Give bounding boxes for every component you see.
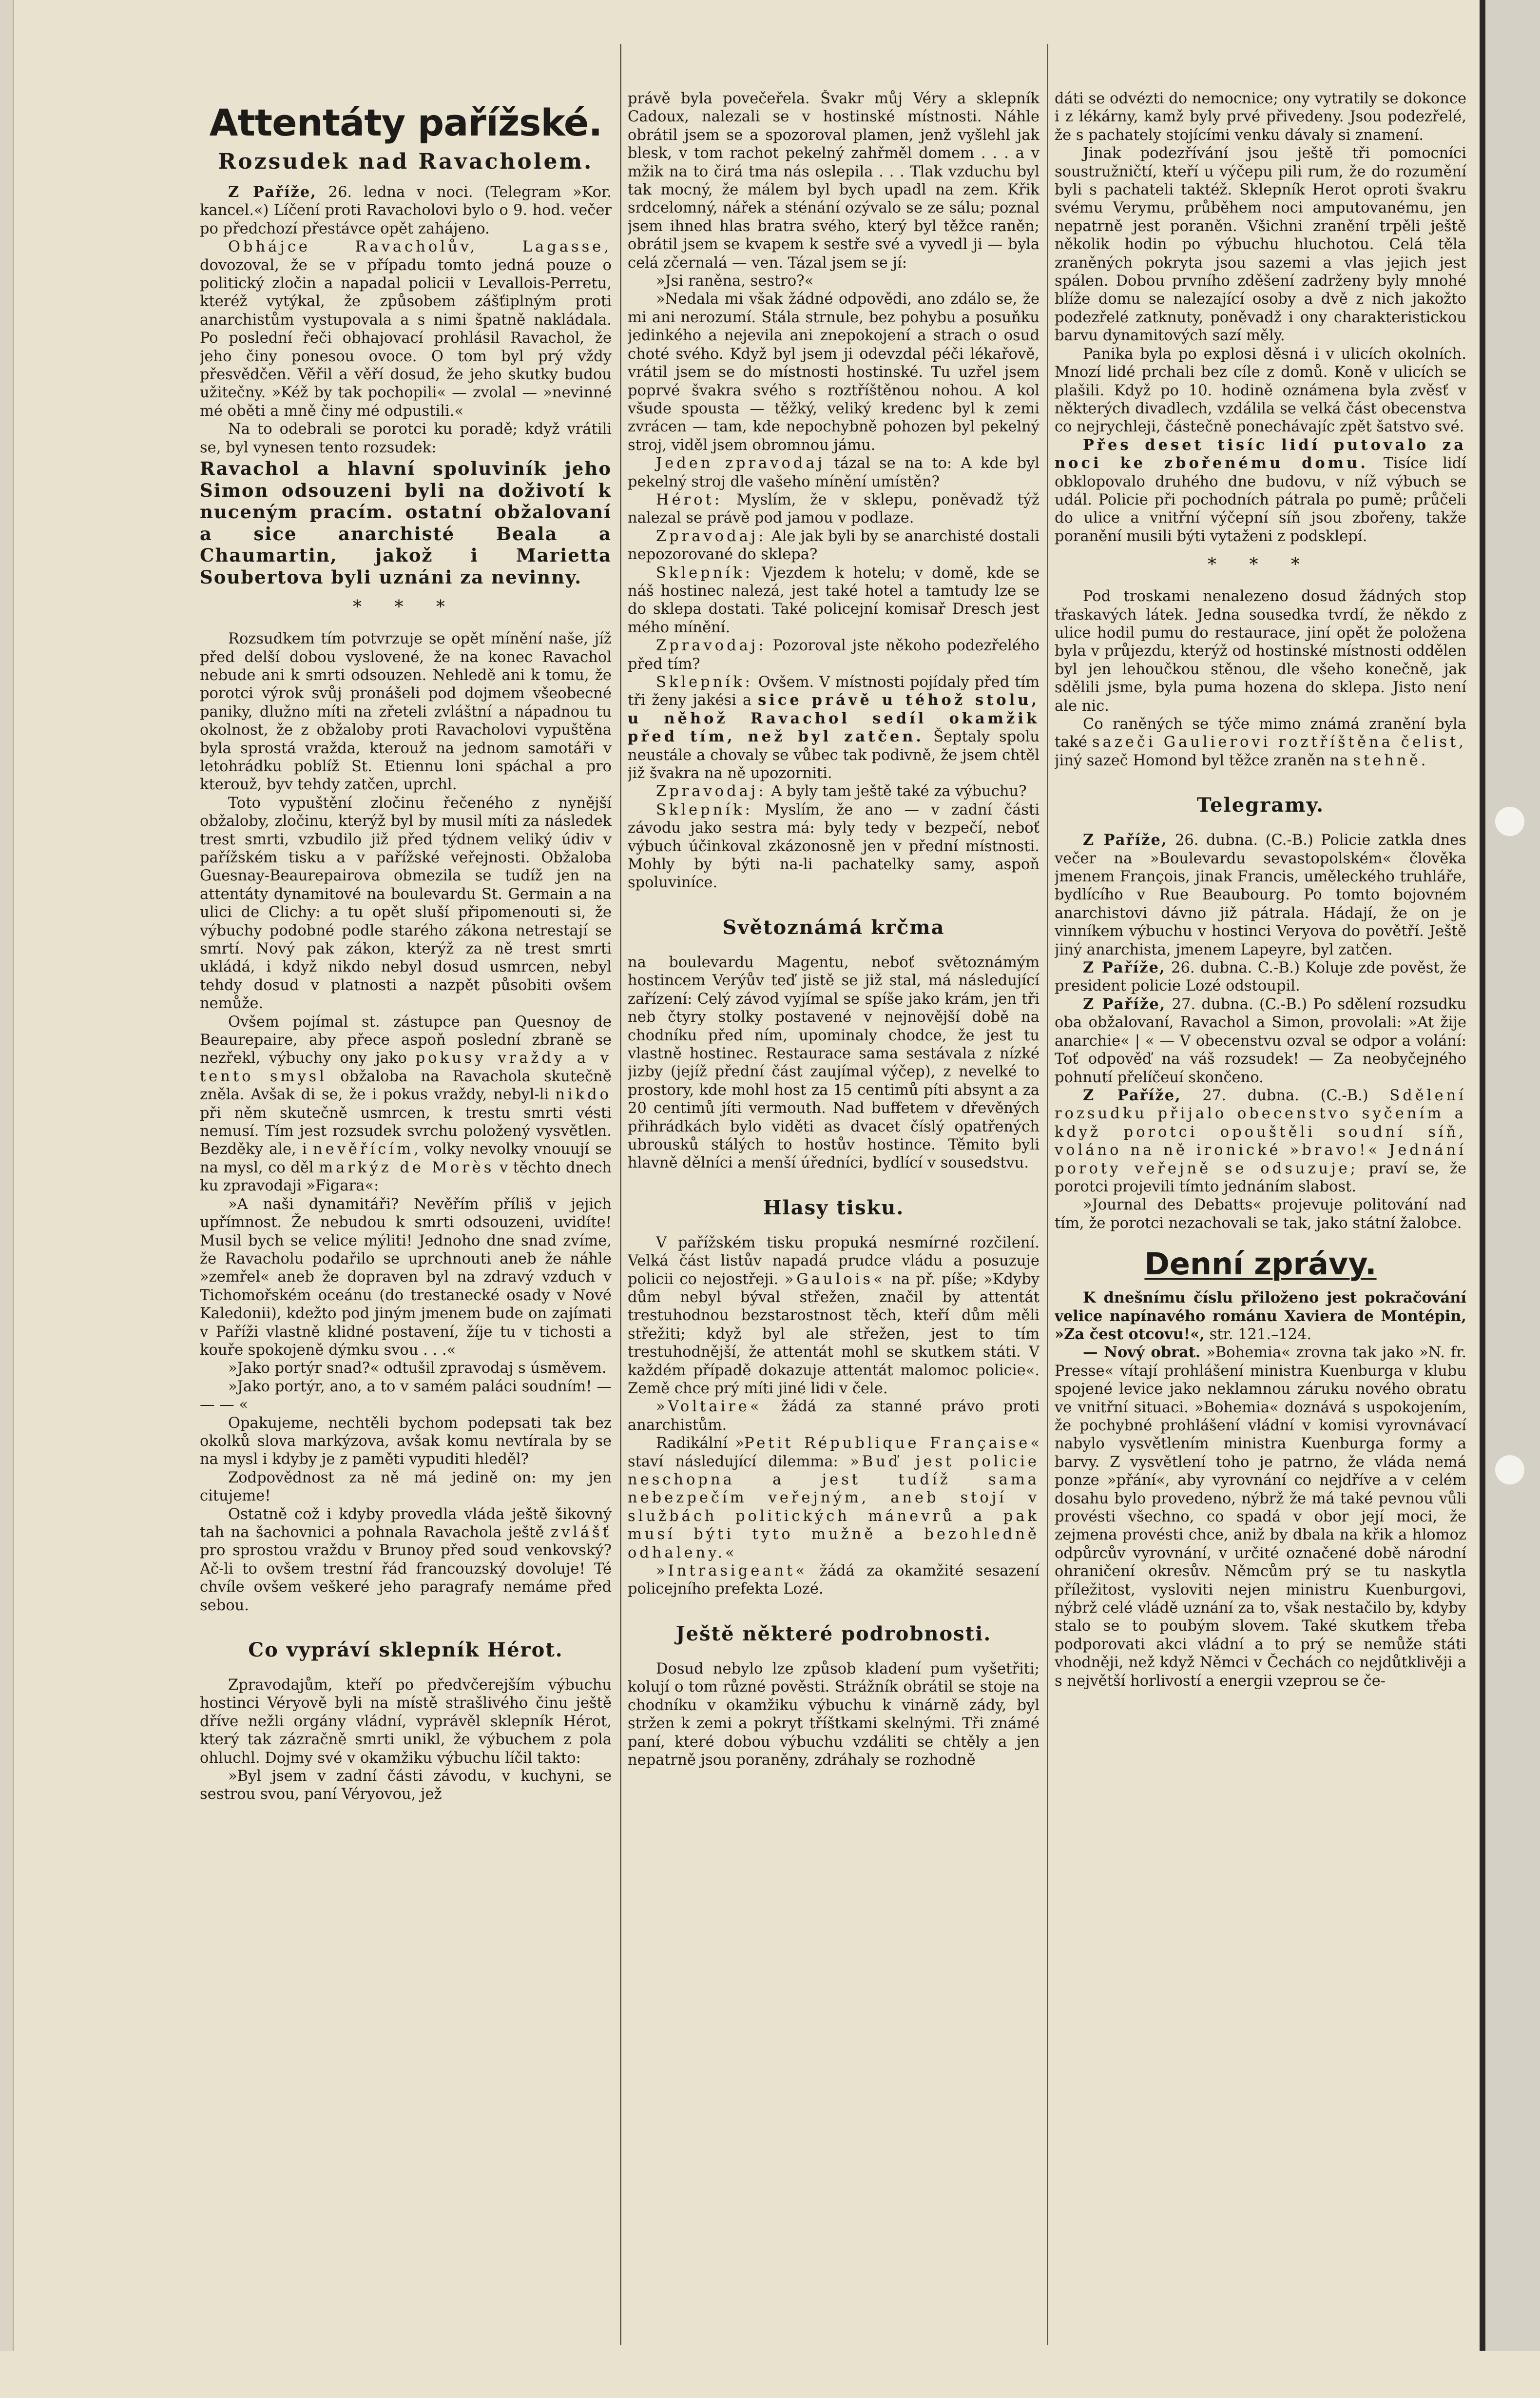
paragraph: Zpravodaj: A byly tam ještě také za výbuchu? <box>656 783 1027 800</box>
paragraph: »Jako portýr snad?« odtušil zpravodaj s úsměvem. <box>228 1360 607 1377</box>
paragraph: Jinak podezřívání jsou ještě tři pomocníci soustružničtí, kteří u výčepu pili rum, že do rozumění byli s pachateli taktéž. Sklepník Herot oproti švakru svému Verymu, průběhem noci amputovanému, jen nepatrně jest poraněn. Všichni zranění trpěli ještě několik hodin po výbuchu hluchotou. Celá těla zraněných pokryta jsou sazemi a vlas jejich jest spálen. Dobou prvního zděšení zadrženy byly mnohé blíže domu se nalezající osoby a dvě z nich jakožto podezřelé zatknuty, poněvadž i ony charakteristickou barvu dynamitových sazí měly. <box>1055 145 1466 345</box>
paragraph: Z Paříže, 26. dubna. (C.-B.) Policie zatkla dnes večer na »Boulevardu sevastopolském« člověka jmenem François, jinak Francis, uměleckého truhláře, bydlícího v Rue Beaubourg. Po tomto bojovném anarchistovi dávno již pátrala. Hádají, že on je vinníkem výbuchu v hostinci Veryova do povětří. Ještě jiný anarchista, jmenem Lapeyre, byl zatčen. <box>1055 831 1466 958</box>
paragraph: »Byl jsem v zadní části závodu, v kuchyni, se sestrou svou, paní Véryovou, jež <box>200 1768 612 1803</box>
paragraph: Jeden zpravodaj tázal se na to: A kde byl pekelný stroj dle vašeho mínění umístěn? <box>628 455 1040 490</box>
paragraph: Sklepník: Vjezdem k hotelu; v domě, kde se náš hostinec nalezá, jest také hotel a tamtudy lze se do sklepa dostati. Také policejní komisař Dresch jest mého mínění. <box>628 564 1040 636</box>
paragraph: Dosud nebylo lze způsob kladení pum vyšetřiti; kolují o tom různé pověsti. Strážník obrátil se stoje na chodníku v okamžiku výbuchu k vinárně zády, byl stržen k zemi a pokryt tříštkami skelnými. Tři známé paní, které dobou výbuchu vzdáliti se chtěly a jen nepatrně jsou poraněny, zdráhaly se rozhodně <box>628 1660 1040 1769</box>
paragraph: Přes deset tisíc lidí putovalo za noci ke zbořenému domu. Tisíce lidí obklopovalo druhého dne budovu, v níž výbuch se udál. Policie při pochodních pátrala po pumě; průčeli do ulice a vnitřní výčepní síň jsou zbořeny, takže poranění musili býti vytaženi z podsklepí. <box>1055 436 1466 545</box>
section-heading: Telegramy. <box>1196 794 1325 817</box>
paragraph: Zpravodaj: Ale jak byli by se anarchisté dostali nepozorované do sklepa? <box>628 527 1040 564</box>
page-left-edge <box>0 0 14 2351</box>
paragraph: »A naši dynamitáři? Nevěřím příliš v jejich upřímnost. Že nebudou k smrti odsouzeni, uvidíte! Musil bych se velice mýliti! Jednoho dne snad zvíme, že Ravacholu podařilo se uprchnouti aneb že náhle »zemřel« aneb že dopraven byl na zdravý vzduch v Tichomořském oceánu (do trestanecké osady v Nové Kaledonii), kdežto pod jiným jmenem bude on zajímati v Paříži vlastně klidné postavení, žíje tu v tichosti a kouře spokojeně dýmku svou . . .« <box>200 1195 612 1359</box>
paragraph: Sklepník: Ovšem. V místnosti pojídaly před tím tři ženy jakési a sice právě u téhož stolu, u něhož Ravachol sedíl okamžik před tím, než byl zatčen. Šeptaly spolu neustále a chovaly se vůbec tak podivně, že jsem chtěl již švakra na ně upozorniti. <box>628 674 1040 782</box>
paragraph: na boulevardu Magentu, neboť světoznámým hostincem Verýův teď jistě se již stal, má následující zařízení: Celý závod vyjímal se spíše jako krám, jen tři neb čtyry stolky postavené v nejnovější době na chodníku před ním, upominaly chodce, že jest tu vlastně hostinec. Restaurace sama sestávala z nízké jizby (jejíž přední část zaujímal výčep), z nevelké to prostory, kde mohl host za 15 centimů píti absynt a za 20 centimů jíti vermouth. Nad buffetem v dřevěných přihrádkách bylo viděti as dvacet číslý opatřených ubrousků stálých to hostův hostince. Těmito byli hlavně dělníci a menší úředníci, bydlící v sousedstvu. <box>628 954 1040 1172</box>
paragraph: »Journal des Debatts« projevuje politování nad tím, že porotci nezachovali se tak, jako státní žalobce. <box>1055 1196 1466 1232</box>
paragraph: »Intrasigeant« žádá za okamžité sesazení policejního prefekta Lozé. <box>628 1562 1040 1598</box>
paragraph: Toto vypuštění zločinu řečeného z nynější obžaloby, zločinu, kterýž byl by musil míti za následek trest smrti, vzbudilo již před týdnem veliký údiv v pařížském tisku a v pařížské veřejnosti. Obžaloba Guesnay-Beaurepairova obmezila se tudíž jen na attentáty dynamitové na boulevardu St. Germain a na ulici de Clichy: a tu opět sluší připomenouti si, že výbuchy podobné podle starého zákona netrestají se smrtí. Nový pak zákon, kterýž za ně trest smrti ukládá, i když nikdo nebyl dosud usmrcen, nebyl tehdy dosud v platnosti a nazpět působiti ovšem nemůže. <box>200 794 612 1013</box>
paragraph: Hérot: Myslím, že v sklepu, poněvadž týž nalezal se právě pod jamou v podlaze. <box>628 491 1040 527</box>
column-divider <box>620 44 621 2345</box>
paragraph: Na to odebrali se porotci ku poradě; když vrátili se, byl vynesen tento rozsudek: <box>200 421 612 456</box>
paragraph: Zpravodaj: Pozoroval jste někoho podezřelého před tím? <box>628 637 1040 673</box>
paragraph: Ostatně což i kdyby provedla vláda ještě šikovný tah na šachovnici a pohnala Ravachola ještě zvlášť pro sprostou vraždu v Brunoy před soud venkovský? Ač-li to ovšem trestní řád francouzský dovoluje! Té chvíle ovšem veškeré jeho paragrafy nemáme před sebou. <box>200 1505 612 1614</box>
headline: Attentáty pařížské. <box>209 101 602 144</box>
paragraph: Zpravodajům, kteří po předvčerejším výbuchu hostinci Véryově byli na místě strašlivého činu ještě dříve nežli orgány vládní, vyprávěl sklepník Hérot, který tak zázračně smrti unikl, že výbuchem z pola ohluchl. Dojmy své v okamžiku výbuchu líčil takto: <box>200 1677 612 1767</box>
paragraph: Z Paříže, 26. ledna v noci. (Telegram »Kor. kancel.«) Líčení proti Ravacholovi bylo o 9. hod. večer po předchozí přestávce opět zahájeno. <box>200 183 612 237</box>
paragraph: Sklepník: Myslím, že ano — v zadní části závodu jako sestra má: byly tedy v bezpečí, neboť výbuch účinkoval zkázonosně jen v přední místnosti. Mohly by býti na-li pachatelky samy, aspoň spoluviníce. <box>628 801 1040 892</box>
dateline: Z Paříže, <box>228 183 317 201</box>
punch-hole <box>1495 807 1524 836</box>
paragraph: K dnešnímu číslu přiloženo jest pokračování velice napínavého románu Xaviera de Montépin, »Za čest otcovu!«, str. 121.–124. <box>1055 1289 1466 1343</box>
spaced-text: Obhájce Ravacholův, Lagasse, <box>228 238 612 256</box>
section-heading: Světoznámá krčma <box>722 916 945 939</box>
section-heading: Co vypráví sklepník Hérot. <box>248 1638 563 1662</box>
column-1 <box>200 39 612 2347</box>
section-heading: Hlasy tisku. <box>763 1196 905 1219</box>
paragraph: Z Paříže, 26. dubna. C.-B.) Koluje zde pověst, že president policie Lozé odstoupil. <box>1055 959 1466 995</box>
section-heading: Denní zprávy. <box>1144 1246 1377 1282</box>
paragraph: Opakujeme, nechtěli bychom podepsati tak bez okolků slova markýzova, avšak komu nevtírala by se na mysl i kdyby je z paměti vypuditi hleděl? <box>200 1414 612 1468</box>
section-separator: * * * <box>1208 555 1313 575</box>
paragraph: dáti se odvézti do nemocnice; ony vytratily se dokonce i z lékárny, kamž byly prvé přivedeny. Jsou podezřelé, že s pachately stojícími venku dávaly si znamení. <box>1055 90 1466 144</box>
column-divider <box>1047 44 1048 2345</box>
paragraph: Obhájce Ravacholův, Lagasse, dovozoval, že se v případu tomto jedná pouze o politický zločin a napadal policii v Levallois-Perretu, kteréž vytýkal, že způsobem zášťiplným proti anarchistům vystupovala a s nimi špatně nakládala. Po poslední řeči obhajovací prohlásil Ravachol, že jeho činy ponesou ovoce. O tom byl prý vždy přesvědčen. Věřil a věří dosud, že jeho skutky budou užitečny. »Kéž by tak pochopili« — zvolal — »nevinné mé oběti a mně činy mé odpustili.« <box>200 238 612 420</box>
paragraph: právě byla povečeřela. Švakr můj Véry a sklepník Cadoux, nalezali se v hostinské místnosti. Náhle obrátil jsem se a spozoroval plamen, jenž vyšlehl jak blesk, v tom rachot pekelný zahřměl domem . . . a v mžik na to čirá tma nás oslepila . . . Tlak vzduchu byl tak mocný, že málem byl bych upadl na zem. Křik srdcelomný, nářek a sténání ozývalo se ze sálu; poznal jsem ihned hlas bratra svého, který byl těžce raněn; obrátil jsem se kvapem k sestře své a vyvedl ji — byla celá zčernalá — ven. Tázal jsem se jí: <box>628 90 1040 272</box>
paragraph: — Nový obrat. »Bohemia« zrovna tak jako »N. fr. Presse« vítají prohlášení ministra Kuenburga v klubu spojené levice jako neklamnou záruku nového obratu ve vnitřní situaci. »Bohemia« doznává s uspokojením, že pochybné prohlášení vládní v komisi vyrovnávací nabylo vysvětlením ministra Kuenburga formy a barvy. Z vysvětlení toho je patrno, že vláda nemá ponze »přání«, aby vyrovnání co nejdříve a v celém dosahu bylo provedeno, nýbrž že má také pevnou vůli provésti všechno, co spadá v obor její moci, že zejmena provésti chce, aniž by dbala na křik a hlomoz odpůrcův vyrovnání, v určité označené době národní ohraničení okresův. Němcům prý se tu naskytla příležitost, vysloviti nejen ministru Kuenburgovi, nýbrž celé vládě uznání za to, však nestačilo by, kdyby stalo se to poubým slovem. Také skutkem třeba podporovati akci vládní a to prý se nemůže státi vhodněji, než když Němci v Čechách co nejdůtklivěji a s největší horlivostí a energii vzeprou se če- <box>1055 1344 1466 1690</box>
punch-hole <box>1495 1455 1524 1484</box>
section-separator: * * * <box>353 597 459 618</box>
paragraph: Z Paříže, 27. dubna. (C.-B.) Sdělení rozsudku přijalo obecenstvo syčením a když porotci opouštěli soudní síň, voláno na ně ironické »bravo!« Jednání poroty veřejně se odsuzuje; praví se, že porotci projevili tímto jednáním slabost. <box>1055 1086 1466 1195</box>
paragraph: Panika byla po explosi děsná i v ulicích okolních. Mnozí lidé prchali bez cíle z domů. Koně v ulicích se plašili. Když po 10. hodině oznámena byla zvěsť v některých divadlech, vzdálila se velká část obecenstva co nejrychleji, částečně ponechávajíc zpět šatstvo své. <box>1055 345 1466 436</box>
paragraph: Z Paříže, 27. dubna. (C.-B.) Po sdělení rozsudku oba obžalovaní, Ravachol a Simon, provolali: »At žije anarchie« | « — V obecenstvu ozval se odpor a volání: Toť odpověď na váš rozsudek! — Za neobyčejného pohnutí přelíčeuí skončeno. <box>1055 995 1466 1086</box>
paragraph: Co raněných se týče mimo známá zranění byla také sazeči Gaulierovi roztříštěna čelist, jiný sazeč Homond byl těžce zraněn na stehně. <box>1055 716 1466 769</box>
paragraph: Ovšem pojímal st. zástupce pan Quesnoy de Beaurepaire, aby přece aspoň poslední zbraně se nezřekl, výbuchy ony jako pokusy vraždy a v tento smysl obžaloba na Ravachola skutečně zněla. Avšak di se, že i pokus vraždy, nebyl-li nikdo při něm skutečně usmrcen, k trestu smrti vésti nemusí. Tím jest rozsudek svrchu položený vysvětlen. Bezděky ale, i nevěřícím, volky nevolky vnouují se na mysl, co děl markýz de Morès v těchto dnech ku zpravodaji »Figara«: <box>200 1013 612 1195</box>
paragraph: Radikální »Petit République Française« staví následující dilemma: »Buď jest policie neschopna a jest tudíž sama nebezpečím veřejným, aneb stojí v službách politických mánevrů a pak musí býti tyto mužně a bezohledně odhaleny.« <box>628 1435 1040 1561</box>
paragraph: Zodpovědnost za ně má jedině on: my jen citujeme! <box>200 1469 612 1505</box>
subheadline: Rozsudek nad Ravacholem. <box>218 149 594 174</box>
paragraph: Rozsudkem tím potvrzuje se opět mínění naše, jíž před delší dobou vyslovené, že na konec Ravachol nebude ani k smrti odsouzen. Nehledě ani k tomu, že porotci výrok svůj pronášeli pod dojmem všeobecné paniky, dlužno míti na zřeteli zvláštní a nápadnou tu okolnost, že z obžaloby proti Ravacholovi vypuštěna byla sprostá vražda, kterouž na jednom samotáři v letohrádku poblíž St. Etiennu loni spáchal a pro kterouž, byv tehdy zatčen, uprchl. <box>200 630 612 794</box>
paragraph: »Voltaire« žádá za stanné právo proti anarchistům. <box>628 1398 1040 1434</box>
column-3 <box>1055 90 1466 2398</box>
paragraph: »Nedala mi však žádné odpovědi, ano zdálo se, že mi ani nerozumí. Stála strnule, bez pohybu a posuňku jedinkého a nejevila ani znepokojení a strach o osud choté svého. Když byl jsem ji odevzdal péči lékařově, vrátil jsem se do místnosti hostinské. Tu uzřel jsem poprvé švakra svého s roztříštěnou nohou. A kol všude spousta — těžký, veliký kredenc byl k zemi zvrácen — tam, kde nepochybně pohozen byl pekelný stroj, viděl jsem obromnou jámu. <box>628 291 1040 454</box>
paragraph: »Jsi raněna, sestro?« <box>656 273 814 290</box>
paragraph: V pařížském tisku propuká nesmírné rozčilení. Velká část listův napadá prudce vládu a posuzuje policii co nejostřeji. »Gaulois« na př. píše; »Kdyby dům nebyl býval střežen, značil by attentát trestuhodnou bezstarostnost těch, kteří dům měli střežiti; když byl ale střežen, jest to tím trestuhodnější, že attentát mohl se skutkem státi. V každém případě dokazuje attentát malomoc policie«. Země chce prý míti jiné lidi v čele. <box>628 1234 1040 1397</box>
verdict-text: Ravachol a hlavní spoluviník jeho Simon odsouzeni byli na doživotí k nuceným pracím. ostatní obžalovaní a sice anarchisté Beala a Chaumartin, jakož i Marietta Soubertova byli uznáni za nevinny. <box>200 458 612 588</box>
paragraph: Pod troskami nenalezeno dosud žádných stop třaskavých látek. Jedna sousedka tvrdí, že někdo z ulice hodil pumu do restaurace, jiní opět že položena byla v průjezdu, kterýž od hostinské místnosti oddělen byl jen lehoučkou stěnou, dle všeho konečně, jak sdělili jsme, byla puma hozena do sklepa. Jisto není ale nic. <box>1055 588 1466 715</box>
section-heading: Ještě některé podrobnosti. <box>675 1622 992 1645</box>
paragraph: »Jako portýr, ano, a to v samém paláci soudním! — — — « <box>200 1378 612 1414</box>
column-2 <box>628 90 1040 2398</box>
page-right-margin <box>1485 0 1540 2351</box>
